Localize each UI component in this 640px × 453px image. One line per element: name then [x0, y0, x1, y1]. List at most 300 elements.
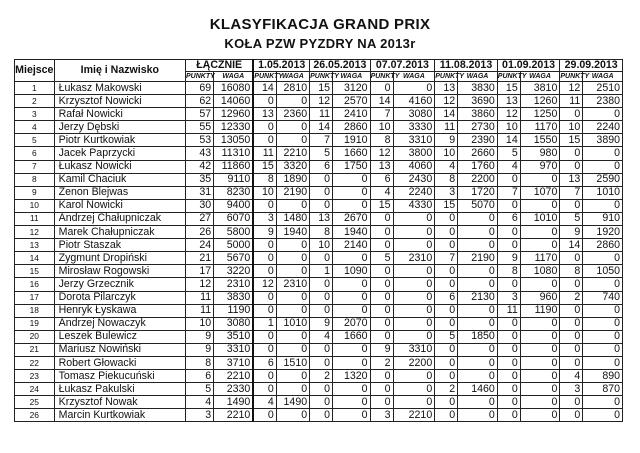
points-subheader: PUNKTY [435, 72, 464, 80]
weight-cell: 0 [333, 396, 371, 409]
points-cell: 9 [370, 343, 393, 356]
points-cell: 1 [253, 317, 276, 330]
points-cell: 0 [310, 252, 333, 265]
date-header: 01.09.2013 [497, 60, 560, 72]
weight-cell: 0 [458, 343, 498, 356]
weight-cell: 0 [276, 95, 309, 108]
weight-cell: 1720 [458, 186, 498, 199]
weight-cell: 1660 [333, 330, 371, 343]
weight-subheader: WAGA [276, 72, 309, 82]
weight-cell: 0 [583, 278, 623, 291]
points-cell: 0 [497, 226, 520, 239]
place-cell: 11 [15, 212, 55, 225]
weight-cell: 2210 [276, 147, 309, 160]
total-weight-cell: 13050 [214, 134, 254, 147]
total-points-cell: 42 [186, 160, 214, 173]
weight-cell: 0 [583, 409, 623, 422]
weight-cell: 1750 [333, 160, 371, 173]
points-subheader: PUNKTY [497, 72, 527, 80]
weight-cell: 0 [276, 370, 309, 383]
weight-cell: 0 [276, 291, 309, 304]
total-weight-cell: 5670 [214, 252, 254, 265]
weight-cell: 3810 [520, 82, 560, 95]
points-subheader: PUNKTY [186, 72, 215, 80]
points-cell: 12 [253, 278, 276, 291]
total-points-cell: 57 [186, 108, 214, 121]
points-cell: 5 [310, 147, 333, 160]
points-cell: 15 [370, 199, 393, 212]
total-points-cell: 4 [186, 396, 214, 409]
weight-cell: 2670 [333, 212, 371, 225]
total-points-cell: 5 [186, 383, 214, 396]
total-points-cell: 6 [186, 370, 214, 383]
name-cell: Krzysztof Nowicki [54, 95, 185, 108]
weight-cell: 0 [520, 356, 560, 369]
points-cell: 0 [253, 370, 276, 383]
table-row [15, 291, 623, 304]
points-cell: 9 [560, 226, 583, 239]
total-points-cell: 31 [186, 186, 214, 199]
points-subheader: PUNKTY [310, 72, 339, 80]
points-cell: 0 [310, 409, 333, 422]
total-points-cell: 53 [186, 134, 214, 147]
weight-cell: 0 [333, 356, 371, 369]
points-cell: 0 [560, 330, 583, 343]
date-header: 26.05.2013 [310, 60, 370, 72]
date-header: 11.08.2013 [435, 60, 498, 72]
weight-cell: 0 [276, 265, 309, 278]
total-points-cell: 62 [186, 95, 214, 108]
total-weight-cell: 12960 [214, 108, 254, 121]
table-row [15, 95, 623, 108]
name-cell: Jerzy Grzecznik [54, 278, 185, 291]
weight-cell: 1260 [520, 95, 560, 108]
weight-cell: 1760 [458, 160, 498, 173]
place-cell: 8 [15, 173, 55, 186]
weight-cell: 0 [276, 330, 309, 343]
weight-cell: 0 [583, 396, 623, 409]
name-cell: Jerzy Dębski [54, 121, 185, 134]
points-cell: 3 [497, 291, 520, 304]
weight-cell: 0 [333, 409, 371, 422]
points-cell: 15 [497, 82, 520, 95]
classification-table [14, 59, 623, 422]
place-cell: 7 [15, 160, 55, 173]
weight-cell: 1850 [458, 330, 498, 343]
weight-cell: 3860 [458, 108, 498, 121]
name-cell: Rafał Nowicki [54, 108, 185, 121]
name-cell: Karol Nowicki [54, 199, 185, 212]
weight-cell: 1550 [520, 134, 560, 147]
document-title: KLASYFIKACJA GRAND PRIX [209, 16, 431, 33]
weight-cell: 2570 [333, 95, 371, 108]
weight-cell: 1080 [520, 265, 560, 278]
weight-cell: 0 [583, 252, 623, 265]
points-cell: 0 [497, 356, 520, 369]
weight-cell: 0 [583, 356, 623, 369]
table-row [15, 278, 623, 291]
points-cell: 0 [253, 291, 276, 304]
total-weight-cell: 11310 [214, 147, 254, 160]
weight-cell: 1460 [458, 383, 498, 396]
weight-cell: 0 [458, 356, 498, 369]
table-row [15, 239, 623, 252]
weight-cell: 0 [458, 409, 498, 422]
total-points-cell: 21 [186, 252, 214, 265]
document-subtitle: KOŁA PZW PYZDRY NA 2013r [224, 36, 416, 51]
weight-cell: 740 [583, 291, 623, 304]
place-cell: 15 [15, 265, 55, 278]
points-cell: 0 [560, 304, 583, 317]
weight-cell: 0 [520, 173, 560, 186]
name-cell: Mariusz Nowiński [54, 343, 185, 356]
weight-cell: 2390 [458, 134, 498, 147]
weight-cell: 1090 [333, 265, 371, 278]
table-row [15, 356, 623, 369]
points-cell: 6 [497, 212, 520, 225]
points-cell: 0 [497, 239, 520, 252]
weight-cell: 0 [276, 343, 309, 356]
weight-cell: 1490 [276, 396, 309, 409]
points-cell: 8 [560, 265, 583, 278]
weight-cell: 0 [393, 226, 435, 239]
weight-cell: 0 [583, 317, 623, 330]
name-cell: Andrzej Chałupniczak [54, 212, 185, 225]
weight-cell: 2190 [276, 186, 309, 199]
weight-cell: 2190 [458, 252, 498, 265]
points-cell: 9 [497, 252, 520, 265]
weight-cell: 2310 [393, 252, 435, 265]
weight-cell: 0 [458, 370, 498, 383]
points-cell: 4 [560, 370, 583, 383]
points-subheader: PUNKTY [254, 72, 284, 80]
weight-cell: 1050 [583, 265, 623, 278]
weight-cell: 0 [333, 343, 371, 356]
table-row [15, 121, 623, 134]
points-cell: 0 [435, 317, 458, 330]
points-cell: 0 [435, 265, 458, 278]
points-cell: 0 [435, 396, 458, 409]
weight-cell: 5070 [458, 199, 498, 212]
points-cell: 0 [560, 252, 583, 265]
points-cell: 14 [310, 121, 333, 134]
weight-subheader: WAGA [458, 72, 498, 82]
points-cell: 8 [253, 173, 276, 186]
weight-cell: 0 [520, 383, 560, 396]
weight-cell: 3320 [276, 160, 309, 173]
points-cell: 12 [435, 95, 458, 108]
weight-cell: 0 [520, 226, 560, 239]
total-points-cell: 26 [186, 226, 214, 239]
points-cell: 0 [370, 278, 393, 291]
points-cell: 5 [435, 330, 458, 343]
points-cell: 5 [560, 212, 583, 225]
points-cell: 13 [560, 173, 583, 186]
points-cell: 0 [370, 370, 393, 383]
points-cell: 6 [253, 356, 276, 369]
place-cell: 10 [15, 199, 55, 212]
name-cell: Kamil Chaciuk [54, 173, 185, 186]
weight-cell: 0 [276, 239, 309, 252]
points-cell: 13 [310, 212, 333, 225]
weight-cell: 910 [583, 212, 623, 225]
total-points-cell: 55 [186, 121, 214, 134]
weight-cell: 1170 [520, 252, 560, 265]
points-cell: 0 [253, 304, 276, 317]
total-weight-cell: 14060 [214, 95, 254, 108]
points-cell: 7 [310, 134, 333, 147]
points-cell: 0 [310, 356, 333, 369]
points-cell: 7 [435, 252, 458, 265]
points-cell: 11 [435, 121, 458, 134]
total-points-cell: 11 [186, 304, 214, 317]
weight-cell: 870 [583, 383, 623, 396]
weight-cell: 0 [276, 304, 309, 317]
place-cell: 6 [15, 147, 55, 160]
weight-cell: 0 [393, 330, 435, 343]
points-cell: 6 [310, 160, 333, 173]
weight-cell: 0 [393, 383, 435, 396]
weight-cell: 0 [583, 108, 623, 121]
weight-cell: 0 [583, 199, 623, 212]
points-cell: 7 [560, 186, 583, 199]
points-cell: 13 [370, 160, 393, 173]
total-weight-cell: 1190 [214, 304, 254, 317]
weight-cell: 2510 [583, 82, 623, 95]
total-points-cell: 9 [186, 343, 214, 356]
points-cell: 14 [435, 108, 458, 121]
table-row [15, 265, 623, 278]
name-cell: Zygmunt Dropiński [54, 252, 185, 265]
date-header: 29.09.2013 [560, 60, 623, 72]
weight-cell: 0 [393, 370, 435, 383]
weight-cell: 0 [458, 226, 498, 239]
points-cell: 15 [560, 134, 583, 147]
weight-cell: 3690 [458, 95, 498, 108]
points-cell: 15 [253, 160, 276, 173]
points-cell: 0 [370, 82, 393, 95]
place-cell: 26 [15, 409, 55, 422]
weight-cell: 0 [520, 199, 560, 212]
weight-cell: 0 [583, 147, 623, 160]
points-cell: 0 [253, 239, 276, 252]
points-cell: 0 [497, 396, 520, 409]
points-cell: 0 [560, 278, 583, 291]
points-cell: 0 [497, 383, 520, 396]
points-cell: 0 [497, 343, 520, 356]
points-cell: 0 [253, 199, 276, 212]
place-cell: 14 [15, 252, 55, 265]
weight-cell: 0 [393, 265, 435, 278]
weight-cell: 0 [393, 317, 435, 330]
weight-subheader: WAGA [393, 72, 435, 82]
total-points-cell: 9 [186, 330, 214, 343]
weight-cell: 2590 [583, 173, 623, 186]
weight-cell: 1010 [520, 212, 560, 225]
total-weight-cell: 2310 [214, 278, 254, 291]
points-subheader: PUNKTY [560, 72, 590, 80]
points-cell: 9 [310, 317, 333, 330]
table-row [15, 173, 623, 186]
weight-cell: 0 [393, 82, 435, 95]
points-cell: 2 [560, 291, 583, 304]
name-cell: Łukasz Makowski [54, 82, 185, 95]
place-cell: 9 [15, 186, 55, 199]
place-cell: 3 [15, 108, 55, 121]
points-cell: 0 [370, 239, 393, 252]
name-header: Imię i Nazwisko [54, 60, 185, 82]
weight-cell: 0 [458, 278, 498, 291]
weight-cell: 4060 [393, 160, 435, 173]
points-cell: 0 [560, 343, 583, 356]
place-cell: 19 [15, 317, 55, 330]
points-cell: 5 [370, 252, 393, 265]
name-cell: Andrzej Nowaczyk [54, 317, 185, 330]
points-cell: 0 [253, 121, 276, 134]
place-cell: 23 [15, 370, 55, 383]
points-cell: 3 [253, 212, 276, 225]
points-cell: 0 [560, 108, 583, 121]
table-row [15, 252, 623, 265]
points-cell: 0 [370, 226, 393, 239]
name-cell: Marcin Kurtkowiak [54, 409, 185, 422]
weight-cell: 4160 [393, 95, 435, 108]
total-points-cell: 17 [186, 265, 214, 278]
weight-cell: 0 [520, 330, 560, 343]
points-cell: 0 [310, 173, 333, 186]
weight-cell: 3310 [393, 134, 435, 147]
place-cell: 18 [15, 304, 55, 317]
points-cell: 0 [435, 370, 458, 383]
points-cell: 0 [560, 356, 583, 369]
place-header: Miejsce [15, 60, 55, 82]
weight-cell: 0 [458, 396, 498, 409]
weight-subheader: WAGA [214, 72, 254, 82]
total-weight-cell: 12330 [214, 121, 254, 134]
weight-cell: 0 [583, 343, 623, 356]
points-cell: 5 [497, 147, 520, 160]
weight-cell: 1070 [520, 186, 560, 199]
weight-cell: 2860 [583, 239, 623, 252]
points-cell: 0 [435, 212, 458, 225]
table-row [15, 409, 623, 422]
weight-cell: 0 [276, 134, 309, 147]
points-cell: 0 [435, 304, 458, 317]
name-cell: Tomasz Piekucuński [54, 370, 185, 383]
points-cell: 0 [370, 212, 393, 225]
weight-cell: 1890 [276, 173, 309, 186]
table-row [15, 370, 623, 383]
points-cell: 0 [253, 343, 276, 356]
points-cell: 12 [310, 95, 333, 108]
table-row [15, 226, 623, 239]
table-row [15, 343, 623, 356]
weight-cell: 2200 [458, 173, 498, 186]
place-cell: 13 [15, 239, 55, 252]
total-points-cell: 24 [186, 239, 214, 252]
weight-cell: 1940 [276, 226, 309, 239]
points-cell: 7 [497, 186, 520, 199]
weight-cell: 3330 [393, 121, 435, 134]
points-cell: 0 [560, 147, 583, 160]
name-cell: Zenon Blejwas [54, 186, 185, 199]
weight-cell: 2130 [458, 291, 498, 304]
weight-cell: 2200 [393, 356, 435, 369]
total-points-cell: 11 [186, 291, 214, 304]
points-cell: 8 [435, 173, 458, 186]
points-cell: 0 [253, 265, 276, 278]
points-cell: 14 [560, 239, 583, 252]
points-cell: 3 [560, 383, 583, 396]
points-cell: 0 [370, 317, 393, 330]
weight-cell: 890 [583, 370, 623, 383]
points-cell: 0 [253, 134, 276, 147]
points-cell: 11 [497, 304, 520, 317]
weight-cell: 0 [333, 252, 371, 265]
weight-cell: 3120 [333, 82, 371, 95]
weight-subheader: WAGA [333, 72, 371, 82]
place-cell: 22 [15, 356, 55, 369]
table-row [15, 160, 623, 173]
points-cell: 0 [497, 409, 520, 422]
points-cell: 1 [310, 265, 333, 278]
place-cell: 24 [15, 383, 55, 396]
name-cell: Mirosław Rogowski [54, 265, 185, 278]
points-cell: 8 [497, 265, 520, 278]
weight-cell: 0 [520, 396, 560, 409]
total-points-cell: 3 [186, 409, 214, 422]
total-weight-cell: 11860 [214, 160, 254, 173]
table-row [15, 383, 623, 396]
name-cell: Henryk Łyskawa [54, 304, 185, 317]
weight-cell: 0 [520, 409, 560, 422]
total-weight-cell: 3310 [214, 343, 254, 356]
weight-cell: 0 [583, 304, 623, 317]
points-cell: 0 [560, 160, 583, 173]
points-cell: 0 [435, 226, 458, 239]
weight-cell: 0 [520, 278, 560, 291]
name-cell: Piotr Kurtkowiak [54, 134, 185, 147]
points-cell: 10 [253, 186, 276, 199]
name-cell: Jacek Paprzycki [54, 147, 185, 160]
points-cell: 13 [253, 108, 276, 121]
points-cell: 0 [435, 239, 458, 252]
weight-cell: 0 [458, 212, 498, 225]
points-cell: 0 [310, 383, 333, 396]
total-points-cell: 30 [186, 199, 214, 212]
weight-cell: 1320 [333, 370, 371, 383]
weight-cell: 0 [520, 370, 560, 383]
weight-cell: 0 [520, 317, 560, 330]
weight-cell: 0 [520, 343, 560, 356]
weight-cell: 1510 [276, 356, 309, 369]
points-subheader: PUNKTY [370, 72, 400, 80]
weight-subheader: WAGA [583, 72, 623, 82]
total-points-cell: 10 [186, 317, 214, 330]
name-cell: Marek Chałupniczak [54, 226, 185, 239]
name-cell: Robert Głowacki [54, 356, 185, 369]
total-points-cell: 69 [186, 82, 214, 95]
total-points-cell: 12 [186, 278, 214, 291]
total-header: ŁĄCZNIE [186, 60, 254, 72]
weight-cell: 3800 [393, 147, 435, 160]
weight-cell: 2360 [276, 108, 309, 121]
table-row [15, 199, 623, 212]
points-cell: 13 [435, 82, 458, 95]
table-row [15, 108, 623, 121]
weight-cell: 2240 [583, 121, 623, 134]
total-weight-cell: 2210 [214, 409, 254, 422]
